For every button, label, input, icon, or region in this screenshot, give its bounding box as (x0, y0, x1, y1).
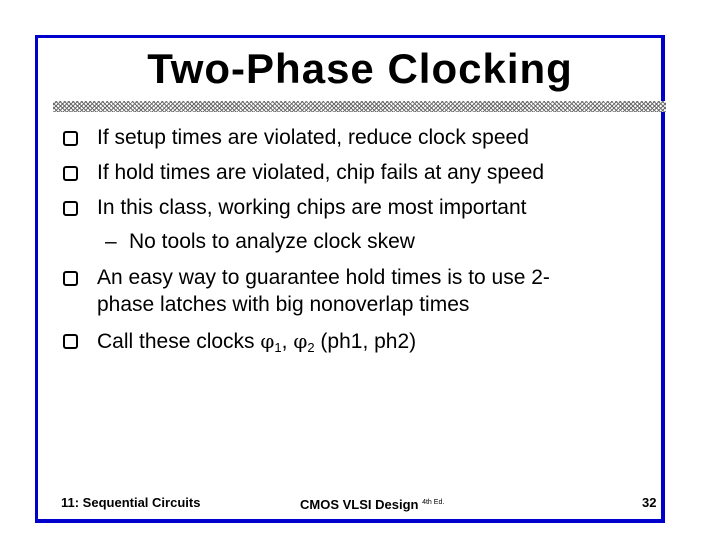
bullet-item-line2: phase latches with big nonoverlap times (97, 293, 470, 316)
bullet-item-line1: An easy way to guarantee hold times is to use 2- (97, 266, 550, 289)
checkbox-bullet-icon (63, 131, 78, 146)
clocks-prefix: Call these clocks (97, 330, 261, 353)
phi2-subscript: 2 (307, 340, 315, 355)
checkbox-bullet-icon (63, 271, 78, 286)
checkbox-bullet-icon (63, 334, 78, 349)
footer-course (300, 495, 444, 513)
checkbox-bullet-icon (63, 201, 78, 216)
dash-bullet: – (105, 230, 117, 253)
sub-bullet-item: No tools to analyze clock skew (129, 230, 415, 253)
bullet-item: In this class, working chips are most important (97, 196, 527, 219)
phi-symbol: φ (293, 329, 308, 353)
checkbox-bullet-icon (63, 166, 78, 181)
footer-chapter: 11: Sequential Circuits (61, 495, 201, 510)
footer-course-title: CMOS VLSI Design (300, 497, 419, 512)
clocks-suffix: (ph1, ph2) (314, 330, 417, 353)
comma-separator: , (281, 330, 294, 353)
phi1-subscript: 1 (274, 340, 282, 355)
bullet-item: If setup times are violated, reduce clock speed (97, 126, 529, 149)
page-number: 32 (642, 495, 657, 510)
footer-edition: 4th Ed. (422, 499, 445, 506)
bullet-item-clocks (97, 329, 416, 360)
slide-title: Two-Phase Clocking (147, 45, 573, 92)
bullet-item: If hold times are violated, chip fails at any speed (97, 161, 545, 184)
phi-symbol: φ (260, 329, 275, 353)
